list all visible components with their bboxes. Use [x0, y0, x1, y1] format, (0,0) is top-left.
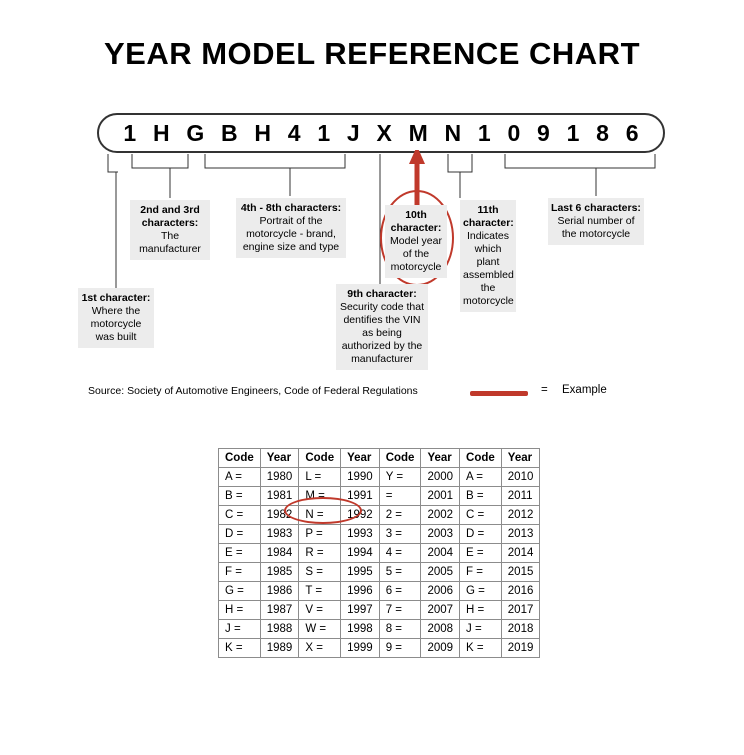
vin-char: 1	[477, 120, 491, 146]
source-note: Source: Society of Automotive Engineers, Code of Federal Regulations	[88, 385, 418, 397]
table-cell: 1994	[341, 544, 380, 563]
callout-fourth-eighth-characters	[236, 198, 346, 258]
table-row	[219, 582, 540, 601]
table-cell: B =	[460, 487, 502, 506]
vin-char: 1	[317, 120, 331, 146]
year-code-table	[218, 448, 540, 658]
table-cell: 2004	[421, 544, 460, 563]
table-cell: 1988	[260, 620, 299, 639]
table-cell: R =	[299, 544, 341, 563]
table-header-cell: Code	[219, 449, 261, 468]
table-cell: 2019	[501, 639, 540, 658]
table-cell: 2012	[501, 506, 540, 525]
table-cell: A =	[219, 468, 261, 487]
table-cell: 1980	[260, 468, 299, 487]
callout-eleventh-character	[460, 200, 516, 312]
callout-text: Serial number of the motorcycle	[557, 215, 635, 240]
table-cell: H =	[219, 601, 261, 620]
vin-box	[97, 113, 665, 153]
callout-heading: Last 6 characters:	[551, 202, 641, 214]
table-cell: X =	[299, 639, 341, 658]
callout-heading: 9th character:	[347, 288, 417, 300]
table-cell: 2011	[501, 487, 540, 506]
table-row	[219, 601, 540, 620]
table-cell: 2007	[421, 601, 460, 620]
table-cell: 1987	[260, 601, 299, 620]
callout-text: Security code that dentifies the VIN as being authorized by the manufacturer	[339, 301, 425, 365]
table-cell: C =	[460, 506, 502, 525]
table-cell: L =	[299, 468, 341, 487]
table-cell: K =	[460, 639, 502, 658]
table-cell: F =	[460, 563, 502, 582]
table-cell: K =	[219, 639, 261, 658]
callout-ninth-character	[336, 284, 428, 370]
vin-diagram	[97, 113, 665, 153]
callout-heading: 10th character:	[390, 209, 442, 234]
table-cell: 2014	[501, 544, 540, 563]
table-cell: D =	[460, 525, 502, 544]
table-cell: 1993	[341, 525, 380, 544]
table-cell: 2009	[421, 639, 460, 658]
table-row	[219, 620, 540, 639]
table-cell: E =	[219, 544, 261, 563]
table-cell: 1991	[341, 487, 380, 506]
vin-char: 1	[566, 120, 580, 146]
table-cell: 1983	[260, 525, 299, 544]
table-cell: =	[379, 487, 421, 506]
table-cell: D =	[219, 525, 261, 544]
vin-char: X	[376, 120, 392, 146]
table-cell: 2018	[501, 620, 540, 639]
table-row	[219, 506, 540, 525]
table-cell: 2001	[421, 487, 460, 506]
vin-char: B	[220, 120, 238, 146]
table-cell: T =	[299, 582, 341, 601]
table-cell: N =	[299, 506, 341, 525]
table-header-cell: Year	[260, 449, 299, 468]
table-cell: 2008	[421, 620, 460, 639]
table-cell: 1981	[260, 487, 299, 506]
callout-heading: 11th character:	[463, 204, 514, 229]
table-cell: 6 =	[379, 582, 421, 601]
table-cell: 1998	[341, 620, 380, 639]
table-cell: 1986	[260, 582, 299, 601]
table-row	[219, 468, 540, 487]
table-cell: 2000	[421, 468, 460, 487]
table-header-cell: Code	[460, 449, 502, 468]
table-cell: 4 =	[379, 544, 421, 563]
table-cell: 7 =	[379, 601, 421, 620]
table-cell: 8 =	[379, 620, 421, 639]
table-cell: 1999	[341, 639, 380, 658]
table-cell: 1982	[260, 506, 299, 525]
vin-char: 0	[507, 120, 521, 146]
table-cell: P =	[299, 525, 341, 544]
vin-char: 4	[287, 120, 301, 146]
table-row	[219, 639, 540, 658]
callout-text: The manufacturer	[139, 230, 201, 255]
callout-text: Where the motorcycle was built	[90, 305, 142, 343]
vin-char: 9	[537, 120, 550, 146]
table-cell: F =	[219, 563, 261, 582]
vin-char: 6	[625, 120, 639, 146]
table-cell: 2017	[501, 601, 540, 620]
table-cell: 1992	[341, 506, 380, 525]
table-cell: 2005	[421, 563, 460, 582]
table-cell: A =	[460, 468, 502, 487]
table-cell: 9 =	[379, 639, 421, 658]
callout-tenth-character	[385, 205, 447, 278]
table-cell: 2015	[501, 563, 540, 582]
table-cell: 2010	[501, 468, 540, 487]
vin-char: N	[444, 120, 462, 146]
table-header-cell: Year	[421, 449, 460, 468]
callout-heading: 4th - 8th characters:	[240, 202, 342, 214]
table-cell: H =	[460, 601, 502, 620]
table-cell: W =	[299, 620, 341, 639]
table-cell: 5 =	[379, 563, 421, 582]
vin-char: J	[346, 120, 360, 146]
table-cell: 2002	[421, 506, 460, 525]
table-row	[219, 487, 540, 506]
table-cell: 1997	[341, 601, 380, 620]
legend-label: Example	[562, 384, 607, 396]
table-cell: 1984	[260, 544, 299, 563]
vin-char: H	[254, 120, 271, 146]
table-cell: 2 =	[379, 506, 421, 525]
table-row	[219, 563, 540, 582]
table-cell: 2016	[501, 582, 540, 601]
table-cell: J =	[219, 620, 261, 639]
table-header-cell: Year	[341, 449, 380, 468]
vin-char: H	[152, 120, 170, 146]
callout-second-third-characters	[130, 200, 210, 260]
table-header-row	[219, 449, 540, 468]
page-title: YEAR MODEL REFERENCE CHART	[103, 36, 641, 71]
table-cell: 1985	[260, 563, 299, 582]
vin-char: M	[408, 120, 428, 146]
table-cell: 2003	[421, 525, 460, 544]
callout-text: Indicates which plant assembled the motorcycle	[463, 230, 514, 307]
table-cell: 1995	[341, 563, 380, 582]
table-cell: 2006	[421, 582, 460, 601]
table-header-cell: Code	[299, 449, 341, 468]
table-header-cell: Code	[379, 449, 421, 468]
table-row	[219, 544, 540, 563]
vin-char: 8	[596, 120, 609, 146]
table-cell: 1989	[260, 639, 299, 658]
callout-first-character	[78, 288, 154, 348]
table-cell: 1996	[341, 582, 380, 601]
vin-char: G	[186, 120, 205, 146]
table-cell: E =	[460, 544, 502, 563]
table-cell: G =	[460, 582, 502, 601]
table-cell: G =	[219, 582, 261, 601]
callout-text: Model year of the motorcycle	[390, 235, 442, 273]
table-cell: 3 =	[379, 525, 421, 544]
table-cell: V =	[299, 601, 341, 620]
table-cell: M =	[299, 487, 341, 506]
vin-char: 1	[123, 120, 137, 146]
table-cell: Y =	[379, 468, 421, 487]
callout-text: Portrait of the motorcycle - brand, engine size and type	[242, 215, 340, 253]
table-cell: S =	[299, 563, 341, 582]
callout-last-six-characters	[548, 198, 644, 245]
table-cell: 2013	[501, 525, 540, 544]
table-cell: B =	[219, 487, 261, 506]
table-cell: C =	[219, 506, 261, 525]
table-cell: J =	[460, 620, 502, 639]
legend-swatch	[470, 391, 528, 396]
legend-equals: =	[541, 384, 548, 396]
callout-heading: 2nd and 3rd characters:	[140, 204, 200, 229]
table-header-cell: Year	[501, 449, 540, 468]
table-cell: 1990	[341, 468, 380, 487]
callout-heading: 1st character:	[81, 292, 151, 304]
table-row	[219, 525, 540, 544]
